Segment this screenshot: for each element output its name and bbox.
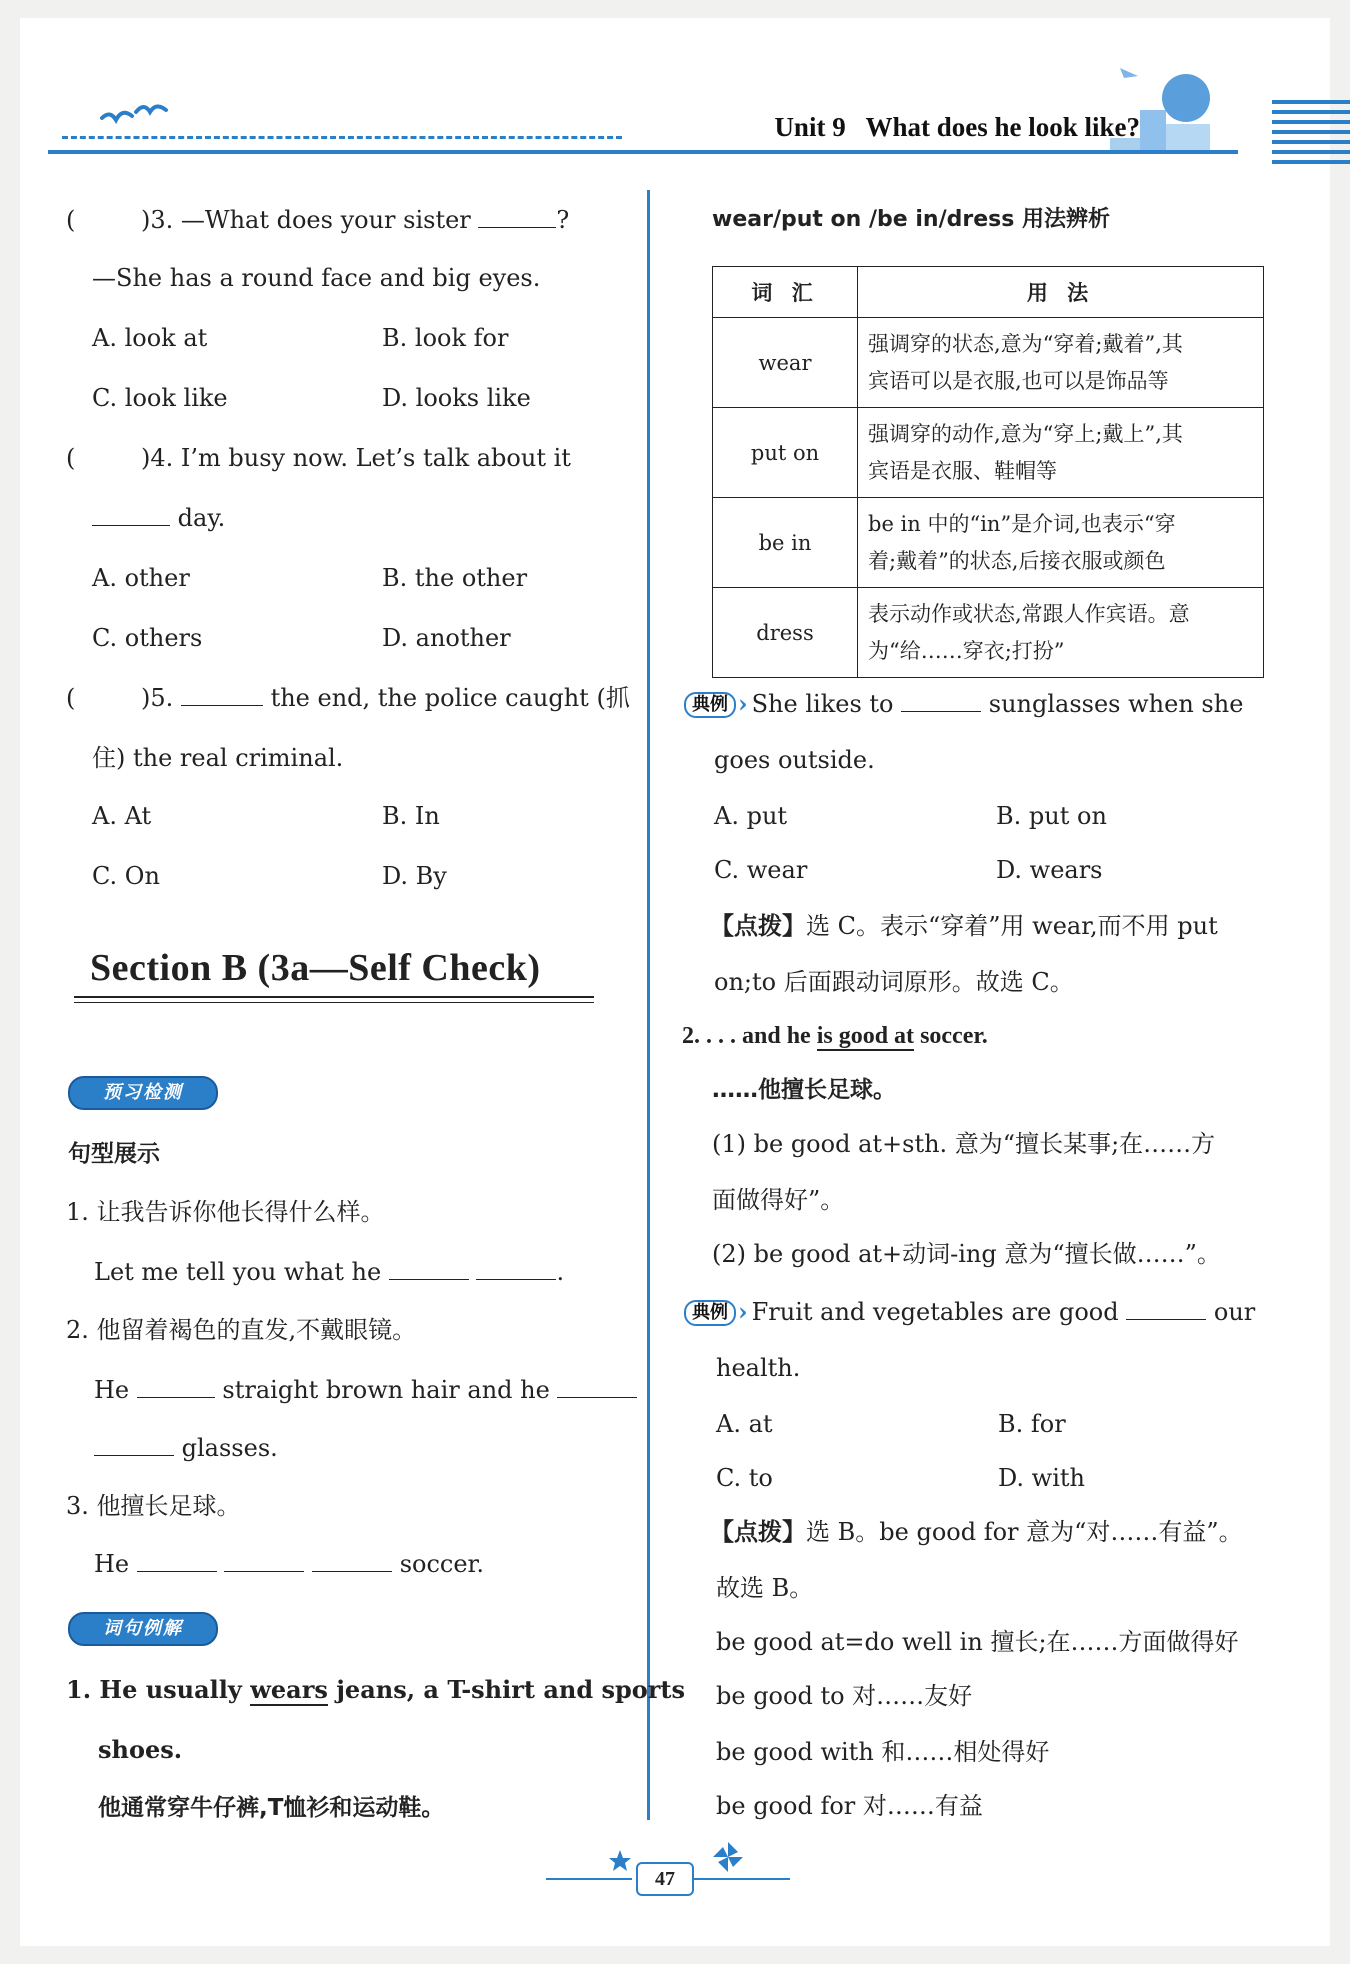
point-2-sentence: 2. . . . and he is good at soccer. bbox=[682, 1023, 988, 1049]
option-c: C. to bbox=[716, 1464, 773, 1492]
star-icon bbox=[600, 1846, 640, 1876]
page-number-wing-right bbox=[694, 1878, 790, 1880]
option-b: B. the other bbox=[382, 564, 528, 592]
sentence-3-cn: 3. 他擅长足球。 bbox=[66, 1492, 241, 1520]
phrase-1: be good at=do well in 擅长;在……方面做得好 bbox=[716, 1628, 1239, 1656]
sentence-2-en-line2: glasses. bbox=[94, 1432, 278, 1464]
question-4: ( )4. I’m busy now. Let’s talk about it bbox=[66, 444, 571, 472]
unit-title: Unit 9 What does he look like? bbox=[774, 112, 1140, 142]
col-header-word: 词 汇 bbox=[713, 267, 858, 318]
fill-blank[interactable] bbox=[476, 1257, 556, 1280]
rule-2: (2) be good at+动词-ing 意为“擅长做……”。 bbox=[712, 1240, 1221, 1268]
option-a: A. at bbox=[716, 1410, 773, 1438]
page-number: 47 bbox=[636, 1862, 694, 1896]
fill-blank[interactable] bbox=[478, 205, 556, 228]
example-b: 典例 › Fruit and vegetables are good our bbox=[684, 1296, 1255, 1328]
option-d: D. By bbox=[382, 862, 447, 890]
question-5-line2: 住) the real criminal. bbox=[92, 744, 344, 772]
column-divider bbox=[647, 190, 650, 1820]
option-a: A. At bbox=[92, 802, 152, 830]
fill-blank[interactable] bbox=[557, 1375, 637, 1398]
option-c: C. others bbox=[92, 624, 203, 652]
sentence-2-en: He straight brown hair and he bbox=[94, 1374, 637, 1406]
sentence-1-en: Let me tell you what he . bbox=[94, 1258, 565, 1286]
example-1-line2: shoes. bbox=[98, 1735, 183, 1764]
example-a: 典例 › She likes to sunglasses when she bbox=[684, 688, 1243, 720]
usage-table-heading: wear/put on /be in/dress 用法辨析 bbox=[712, 207, 1110, 232]
table-row: dress 表示动作或状态,常跟人作宾语。意 为“给……穿衣;打扮” bbox=[713, 588, 1264, 678]
table-row: wear 强调穿的状态,意为“穿着;戴着”,其 宾语可以是衣服,也可以是饰品等 bbox=[713, 318, 1264, 408]
fill-blank[interactable] bbox=[312, 1549, 392, 1572]
example-1-translation: 他通常穿牛仔裤,T恤衫和运动鞋。 bbox=[98, 1795, 445, 1821]
answer-paren: ( bbox=[66, 206, 76, 234]
table-row: put on 强调穿的动作,意为“穿上;戴上”,其 宾语是衣服、鞋帽等 bbox=[713, 408, 1264, 498]
seagulls-icon bbox=[100, 100, 170, 140]
globe-stack-icon bbox=[1100, 54, 1220, 164]
keyword-wears: wears bbox=[250, 1675, 328, 1704]
table-header-row bbox=[713, 267, 1264, 318]
option-a: A. put bbox=[714, 802, 788, 830]
tip-label: 【点拨】 bbox=[710, 1517, 806, 1546]
fill-blank[interactable] bbox=[137, 1375, 215, 1398]
pinwheel-icon bbox=[708, 1840, 748, 1874]
phrase-2: be good to 对……友好 bbox=[716, 1682, 973, 1710]
fill-blank[interactable] bbox=[389, 1257, 469, 1280]
option-d: D. another bbox=[382, 624, 511, 652]
sentence-heading: 句型展示 bbox=[68, 1141, 160, 1167]
tip-label: 【点拨】 bbox=[710, 911, 806, 940]
header-rule bbox=[48, 150, 1238, 154]
rule-1: (1) be good at+sth. 意为“擅长某事;在……方 bbox=[712, 1130, 1216, 1158]
word-examples-badge: 词句例解 bbox=[68, 1612, 218, 1646]
tip-1: 【点拨】选 C。表示“穿着”用 wear,而不用 put bbox=[710, 911, 1218, 940]
question-3: ( )3. —What does your sister ? bbox=[66, 206, 570, 234]
phrase-3: be good with 和……相处得好 bbox=[716, 1738, 1050, 1766]
fill-blank[interactable] bbox=[224, 1549, 304, 1572]
option-b: B. In bbox=[382, 802, 440, 830]
tip-2-line2: 故选 B。 bbox=[716, 1574, 814, 1602]
option-c: C. On bbox=[92, 862, 160, 890]
sentence-3-en: He soccer. bbox=[94, 1550, 485, 1578]
section-title: Section B (3a—Self Check) bbox=[90, 947, 541, 989]
point-2-translation: ……他擅长足球。 bbox=[712, 1077, 896, 1103]
fill-blank[interactable] bbox=[181, 683, 263, 706]
question-5: ( )5. the end, the police caught (抓 bbox=[66, 684, 630, 712]
option-b: B. look for bbox=[382, 324, 509, 352]
option-b: B. put on bbox=[996, 802, 1107, 830]
page-number-wing-left bbox=[546, 1878, 632, 1880]
fill-blank[interactable] bbox=[1126, 1297, 1206, 1320]
header-stripes bbox=[1272, 100, 1350, 172]
example-tag: 典例 bbox=[684, 1300, 736, 1326]
fill-blank[interactable] bbox=[92, 503, 170, 526]
tip-2: 【点拨】选 B。be good for 意为“对……有益”。 bbox=[710, 1517, 1243, 1546]
rule-1-line2: 面做得好”。 bbox=[712, 1186, 845, 1214]
preview-check-badge: 预习检测 bbox=[68, 1076, 218, 1110]
sentence-1-cn: 1. 让我告诉你他长得什么样。 bbox=[66, 1198, 385, 1226]
tip-1-line2: on;to 后面跟动词原形。故选 C。 bbox=[714, 968, 1074, 996]
option-d: D. looks like bbox=[382, 384, 531, 412]
question-4-line2: day. bbox=[92, 502, 225, 534]
section-underline-thin bbox=[74, 1002, 594, 1003]
question-3-response: —She has a round face and big eyes. bbox=[92, 264, 541, 292]
table-row: be in be in 中的“in”是介词,也表示“穿 着;戴着”的状态,后接衣服或颜色 bbox=[713, 498, 1264, 588]
option-a: A. look at bbox=[92, 324, 208, 352]
keyword-is-good-at: is good at bbox=[816, 1023, 915, 1049]
example-tag: 典例 bbox=[684, 692, 736, 718]
option-d: D. with bbox=[998, 1464, 1085, 1492]
option-c: C. look like bbox=[92, 384, 228, 412]
option-d: D. wears bbox=[996, 856, 1103, 884]
example-a-line2: goes outside. bbox=[714, 746, 875, 774]
sentence-2-cn: 2. 他留着褐色的直发,不戴眼镜。 bbox=[66, 1316, 417, 1344]
fill-blank[interactable] bbox=[901, 689, 981, 712]
option-c: C. wear bbox=[714, 856, 808, 884]
option-b: B. for bbox=[998, 1410, 1066, 1438]
fill-blank[interactable] bbox=[94, 1433, 174, 1456]
usage-table bbox=[712, 266, 1264, 678]
section-underline bbox=[74, 996, 594, 998]
option-a: A. other bbox=[92, 564, 190, 592]
header-dashed-line bbox=[62, 136, 622, 139]
col-header-usage: 用 法 bbox=[858, 267, 1264, 318]
chevron-right-icon: › bbox=[738, 689, 748, 718]
chevron-right-icon: › bbox=[738, 1297, 748, 1326]
example-b-line2: health. bbox=[716, 1354, 801, 1382]
example-1-sentence: 1. He usually wears jeans, a T-shirt and sports bbox=[66, 1675, 686, 1704]
phrase-4: be good for 对……有益 bbox=[716, 1792, 983, 1820]
fill-blank[interactable] bbox=[137, 1549, 217, 1572]
